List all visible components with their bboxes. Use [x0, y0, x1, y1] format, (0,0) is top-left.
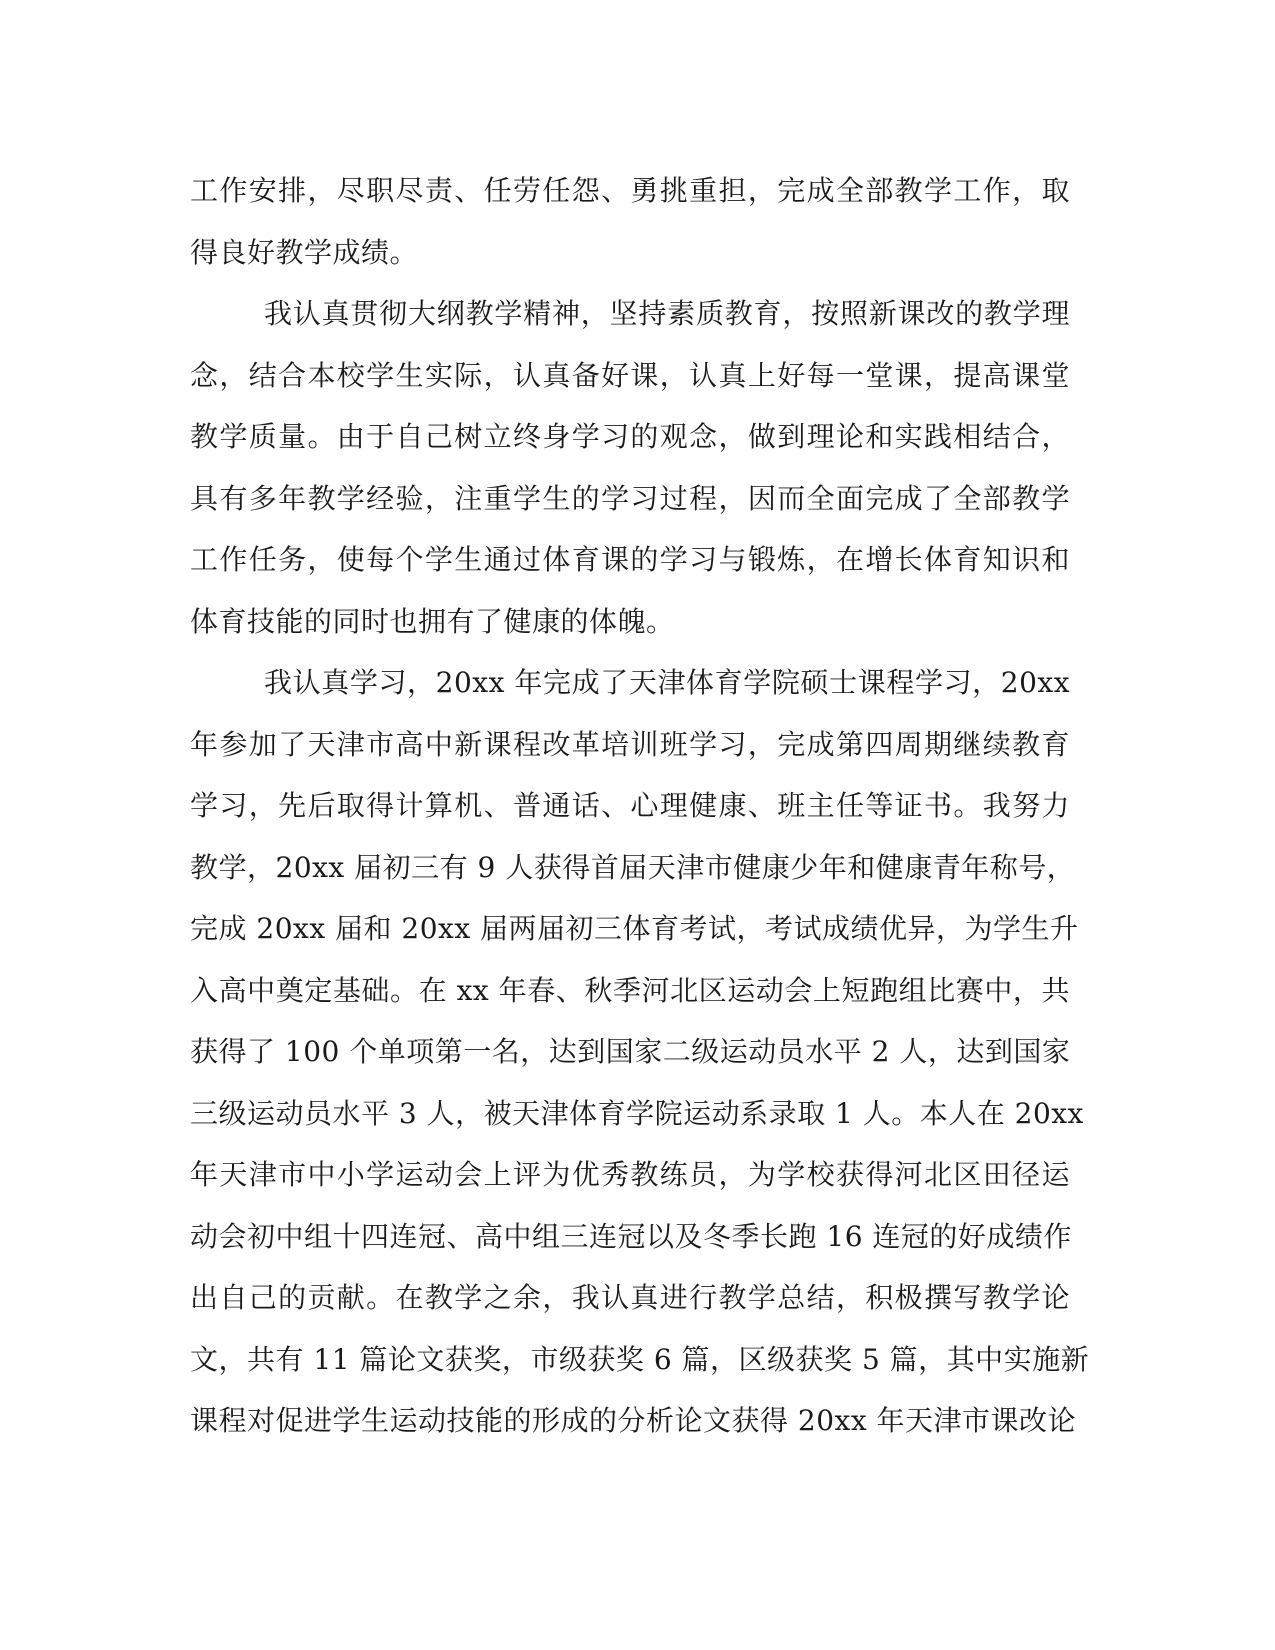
text-line: 年参加了天津市高中新课程改革培训班学习，完成第四周期继续教育: [190, 727, 1070, 761]
text-line: 获得了 100 个单项第一名，达到国家二级运动员水平 2 人，达到国家: [190, 1035, 1071, 1068]
text-line: 教学，20xx 届初三有 9 人获得首届天津市健康少年和健康青年称号，: [190, 850, 1076, 884]
text-line: 入高中奠定基础。在 xx 年春、秋季河北区运动会上短跑组比赛中，共: [190, 973, 1070, 1007]
text-line: 动会初中组十四连冠、高中组三连冠以及冬季长跑 16 连冠的好成绩作: [190, 1219, 1072, 1253]
text-line: 学习，先后取得计算机、普通话、心理健康、班主任等证书。我努力: [190, 789, 1070, 822]
text-line: 工作任务，使每个学生通过体育课的学习与锻炼，在增长体育知识和: [190, 543, 1070, 576]
text-line: 体育技能的同时也拥有了健康的体魄。: [190, 604, 675, 638]
text-line: 三级运动员水平 3 人，被天津体育学院运动系录取 1 人。本人在 20xx: [190, 1096, 1084, 1130]
text-line: 文，共有 11 篇论文获奖，市级获奖 6 篇，区级获奖 5 篇，其中实施新: [190, 1342, 1090, 1376]
text-line: 得良好教学成绩。: [190, 235, 419, 269]
text-line: 教学质量。由于自己树立终身学习的观念，做到理论和实践相结合，: [190, 420, 1070, 453]
text-line: 课程对促进学生运动技能的形成的分析论文获得 20xx 年天津市课改论: [190, 1404, 1077, 1437]
text-line: 出自己的贡献。在教学之余，我认真进行教学总结，积极撰写教学论: [190, 1281, 1070, 1314]
text-line: 完成 20xx 届和 20xx 届两届初三体育考试，考试成绩优异，为学生升: [190, 912, 1079, 945]
text-line: 具有多年教学经验，注重学生的学习过程，因而全面完成了全部教学: [190, 481, 1070, 515]
paragraph-start-line: 我认真学习，20xx 年完成了天津体育学院硕士课程学习，20xx: [264, 666, 1070, 699]
text-line: 念，结合本校学生实际，认真备好课，认真上好每一堂课，提高课堂: [190, 358, 1070, 392]
text-line: 工作安排，尽职尽责、任劳任怨、勇挑重担，完成全部教学工作，取: [190, 174, 1070, 207]
text-line: 年天津市中小学运动会上评为优秀教练员，为学校获得河北区田径运: [190, 1158, 1070, 1191]
document-body: [190, 160, 1090, 1452]
paragraph-start-line: 我认真贯彻大纲教学精神，坚持素质教育，按照新课改的教学理: [264, 297, 1070, 330]
